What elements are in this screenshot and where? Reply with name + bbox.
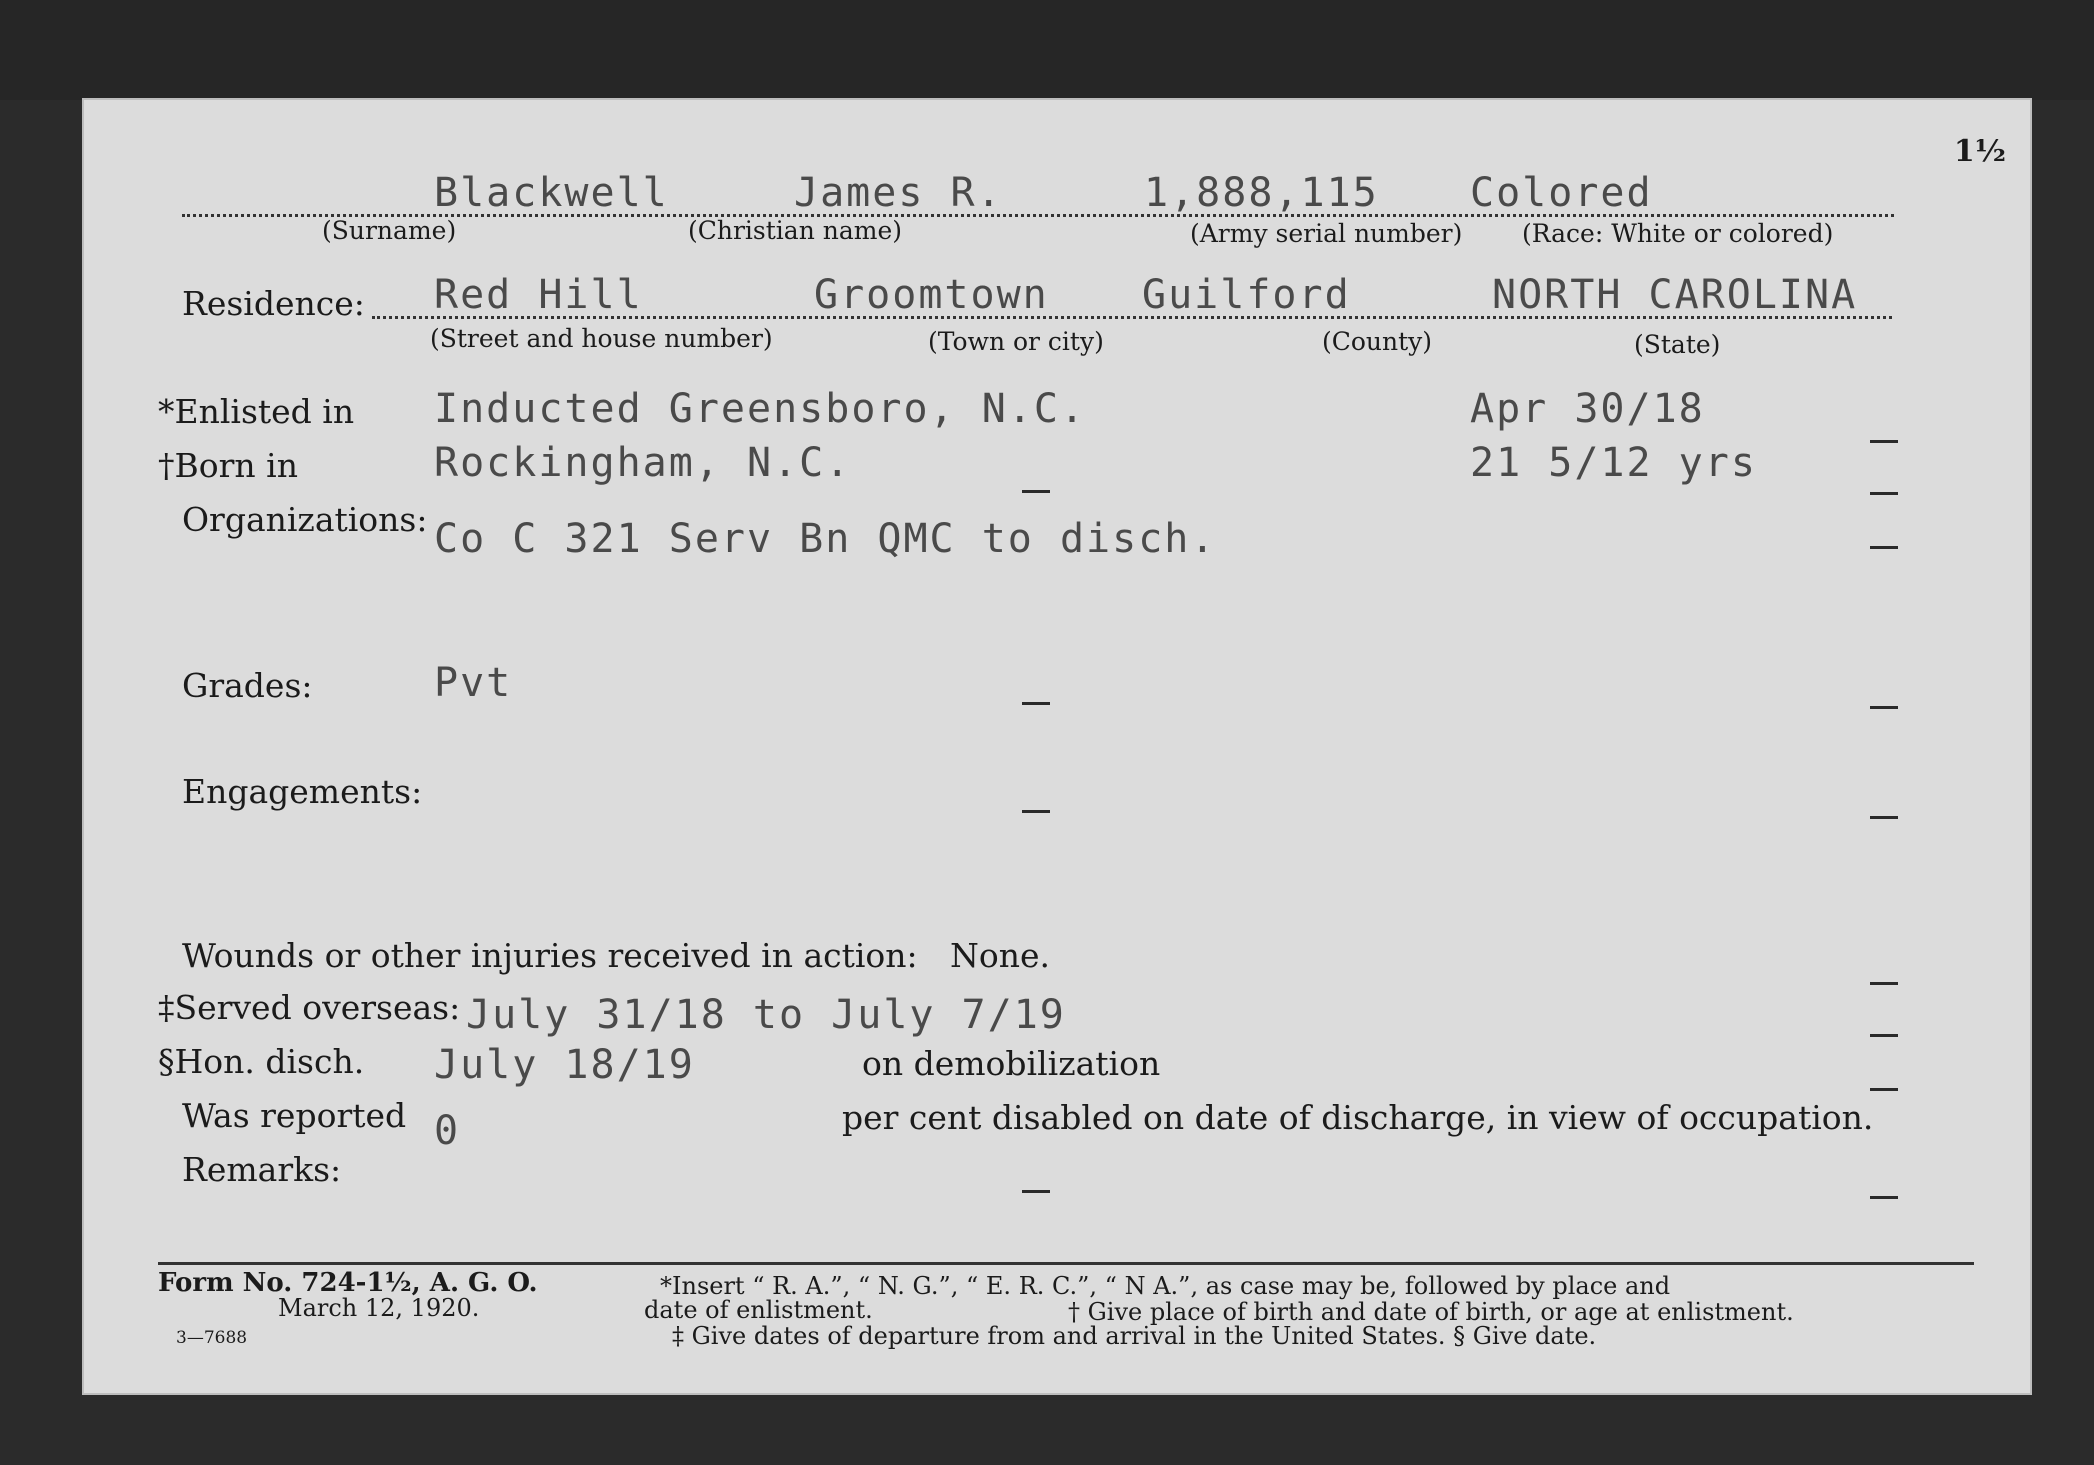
footnote-line-2b: † Give place of birth and date of birth, or age at enlistment. [1068, 1298, 1794, 1326]
serial-number-value: 1,888,115 [1144, 170, 1379, 216]
enlisted-label: *Enlisted in [158, 392, 355, 431]
wounds-value: None. [950, 936, 1051, 975]
residence-county-value: Guilford [1142, 272, 1351, 318]
enlisted-value: Inducted Greensboro, N.C. [434, 386, 1087, 432]
race-caption: (Race: White or colored) [1522, 219, 1834, 248]
page-number: 1½ [1953, 134, 2006, 169]
margin-dash [1870, 1034, 1898, 1037]
residence-town-value: Groomtown [814, 272, 1049, 318]
footnote-line-3: ‡ Give dates of departure from and arrival in the United States. § Give date. [672, 1322, 1597, 1350]
born-age-value: 21 5/12 yrs [1470, 440, 1757, 486]
margin-dash [1870, 1196, 1898, 1199]
footer-rule [158, 1262, 1974, 1265]
enlisted-date-value: Apr 30/18 [1470, 386, 1705, 432]
scanner-background [0, 0, 2094, 100]
margin-dash [1870, 816, 1898, 819]
center-dash [1022, 1190, 1050, 1193]
print-code: 3—7688 [176, 1328, 248, 1348]
born-label: †Born in [158, 446, 298, 485]
footnote-line-1: *Insert “ R. A.”, “ N. G.”, “ E. R. C.”, “ N A.”, as case may be, followed by place and [660, 1272, 1671, 1300]
state-caption: (State) [1634, 330, 1721, 359]
margin-dash [1870, 706, 1898, 709]
born-value: Rockingham, N.C. [434, 440, 852, 486]
grades-label: Grades: [182, 666, 313, 705]
margin-dash [1870, 982, 1898, 985]
residence-street-value: Red Hill [434, 272, 643, 318]
footnote-line-2a: date of enlistment. [644, 1296, 873, 1324]
reported-label: Was reported [182, 1096, 407, 1135]
residence-state-value: NORTH CAROLINA [1492, 272, 1858, 318]
reported-value: 0 [434, 1108, 461, 1154]
remarks-label: Remarks: [182, 1150, 342, 1189]
center-dash [1022, 702, 1050, 705]
service-record-card [82, 98, 2032, 1395]
race-value: Colored [1470, 170, 1653, 216]
county-caption: (County) [1322, 327, 1433, 356]
organizations-label: Organizations: [182, 500, 428, 539]
margin-dash [1870, 546, 1898, 549]
center-dash [1022, 810, 1050, 813]
residence-label: Residence: [182, 284, 365, 323]
margin-dash [1870, 440, 1898, 443]
margin-dash [1870, 1088, 1898, 1091]
grades-value: Pvt [434, 660, 513, 706]
form-number: Form No. 724-1½, A. G. O. [158, 1268, 538, 1298]
margin-dash [1870, 492, 1898, 495]
center-dash [1022, 490, 1050, 493]
town-caption: (Town or city) [928, 327, 1104, 356]
surname-value: Blackwell [434, 170, 669, 216]
reported-text: per cent disabled on date of discharge, in view of occupation. [842, 1098, 1874, 1137]
organizations-value: Co C 321 Serv Bn QMC to disch. [434, 516, 1217, 562]
street-caption: (Street and house number) [430, 324, 773, 353]
overseas-value: July 31/18 to July 7/19 [466, 992, 1066, 1038]
form-date: March 12, 1920. [278, 1294, 480, 1322]
christian-name-caption: (Christian name) [688, 216, 903, 245]
overseas-label: ‡Served overseas: [158, 988, 461, 1027]
engagements-label: Engagements: [182, 772, 423, 811]
discharge-reason: on demobilization [862, 1044, 1161, 1083]
serial-number-caption: (Army serial number) [1190, 219, 1463, 248]
discharge-date-value: July 18/19 [434, 1042, 695, 1088]
wounds-label: Wounds or other injuries received in action: [182, 936, 918, 975]
surname-caption: (Surname) [322, 216, 457, 245]
christian-name-value: James R. [794, 170, 1003, 216]
discharge-label: §Hon. disch. [158, 1042, 365, 1081]
